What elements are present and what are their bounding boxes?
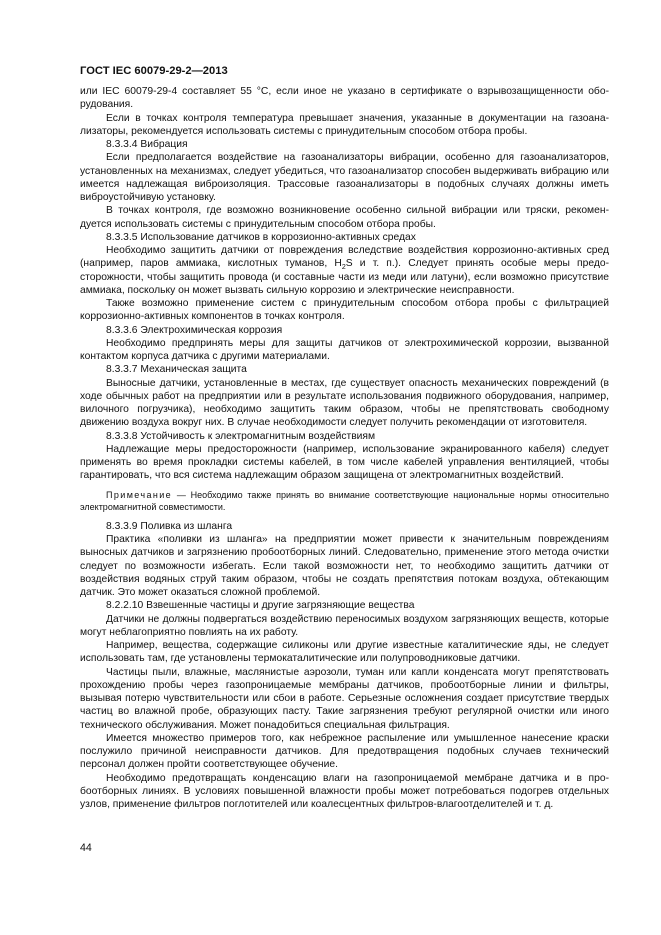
paragraph-text: Необходимо защитить датчики от повреждения вследствие воздействия коррозионно-активных сред (например, паров аммиака, кислотных туманов, H — [80, 245, 609, 270]
note — [80, 489, 609, 513]
note-text: — Необходимо также принять во внимание соответствующие национальные нормы относительно электромагнитной совместимости. — [80, 489, 609, 512]
paragraph: или IEC 60079-29-4 составляет 55 °C, если иное не указано в сертификате о взрывозащищенности оборудования. — [80, 86, 609, 111]
paragraph: Практика «поливки из шланга» на предприятии может привести к значительным повреждениям выносных датчиков и загрязнению пробоотборных линий. Следовательно, применение этого метода очистки следует по возможности избегать. Если такой возможности нет, то необходимо защитить датчики от воздействия водяных струй таким образом, чтобы не создать препятствия потокам воздуха, обтекающим датчик. Это может оказаться сложной проблемой. — [80, 534, 609, 599]
page-number: 44 — [80, 842, 92, 854]
paragraph: Частицы пыли, влажные, маслянистые аэрозоли, туман или капли конденсата могут препятствовать прохождению пробы через газопроницаемые мембраны датчиков, пробоотборные линии и фильтры, вызывая потерю чувствительности или сбои в работе. Серьезные осложнения создает присутствие твердых частиц во влажной пробе, образующих пасту. Такие загрязнения требуют регулярной очистки или иного технического обслуживания. Может понадобиться специальная фильтрация. — [80, 666, 609, 731]
paragraph: Выносные датчики, установленные в местах, где существует опасность механических повреждений (в ходе обычных работ на предприятии или в результате использования подвижного оборудования, например, вилочного погрузчика), необходимо защитить таким образом, чтобы не препятствовать свободному движению воздуха вокруг них. В случае необходимости следует получить рекомендации от изготовителя. — [80, 377, 609, 429]
section-heading: 8.2.2.10 Взвешенные частицы и другие загрязняющие вещества — [106, 600, 415, 612]
section-heading: 8.3.3.7 Механическая защита — [106, 364, 247, 376]
paragraph-text: S и т. п.). Следует принять особые меры предосторожности, чтобы защитить провода (и составные части из меди или латуни), если возможно присутствие аммиака, поскольку он может вызвать сильную коррозию и электрические неисправности. — [80, 258, 609, 296]
section-heading: 8.3.3.6 Электрохимическая коррозия — [106, 324, 283, 336]
note-label: Примечание — [106, 489, 173, 500]
paragraph: Также возможно применение систем с принудительным способом отбора пробы с фильтрацией коррозионно-активных компонентов в точках контроля. — [80, 298, 609, 323]
paragraph: Необходимо предотвращать конденсацию влаги на газопроницаемой мембране датчика и в пробоотборных линиях. В условиях повышенной влажности пробы может потребоваться подогрев отдельных узлов, применение фильтров поглотителей или коалесцентных фильтров-влагоотделителей и т. д. — [80, 772, 609, 811]
paragraph: В точках контроля, где возможно возникновение особенно сильной вибрации или тряски, рекомендуется использовать системы с принудительным способом отбора пробы. — [80, 205, 609, 230]
paragraph: Если предполагается воздействие на газоанализаторы вибрации, особенно для газоанализаторов, установленных на механизмах, следует убедиться, что газоанализатор способен выдерживать вибрацию или имеется надлежащая виброизоляция. Трассовые газоанализаторы в подобных случаях должны иметь виброустойчивую установку. — [80, 152, 609, 203]
section-heading: 8.3.3.9 Поливка из шланга — [106, 520, 233, 532]
document-body — [80, 85, 609, 811]
section-heading: 8.3.3.4 Вибрация — [106, 139, 188, 150]
paragraph: Надлежащие меры предосторожности (например, использование экранированного кабеля) следует применять во время прокладки системы кабелей, в том числе кабелей управления вентиляцией, чтобы гарантировать, что вся система надлежащим образом защищена от электромагнитных воздействий. — [80, 443, 609, 482]
paragraph: Необходимо предпринять меры для защиты датчиков от электрохимической коррозии, вызванной контактом корпуса датчика с другими материалами. — [80, 337, 609, 362]
paragraph: Датчики не должны подвергаться воздействию переносимых воздухом загрязняющих веществ, которые могут неблагоприятно повлиять на их работу. — [80, 613, 609, 638]
section-heading: 8.3.3.8 Устойчивость к электромагнитным воздействиям — [106, 430, 376, 442]
subscript: 2 — [341, 264, 346, 272]
paragraph — [80, 244, 609, 297]
paragraph: Имеется множество примеров того, как небрежное распыление или умышленное нанесение краски послужило причиной неисправности датчиков. Для предотвращения подобных случаев технический персонал должен пройти соответствующее обучение. — [80, 732, 609, 771]
standard-header: ГОСТ IEC 60079-29-2—2013 — [80, 65, 228, 77]
paragraph: Если в точках контроля температура превышает значения, указанные в документации на газоанализаторы, рекомендуется использовать системы с принудительным способом отбора пробы. — [80, 112, 609, 137]
section-heading: 8.3.3.5 Использование датчиков в коррозионно-активных средах — [106, 231, 416, 243]
paragraph: Например, вещества, содержащие силиконы или другие известные каталитические яды, не следует использовать там, где установлены термокаталитические или полупроводниковые датчики. — [80, 640, 609, 665]
